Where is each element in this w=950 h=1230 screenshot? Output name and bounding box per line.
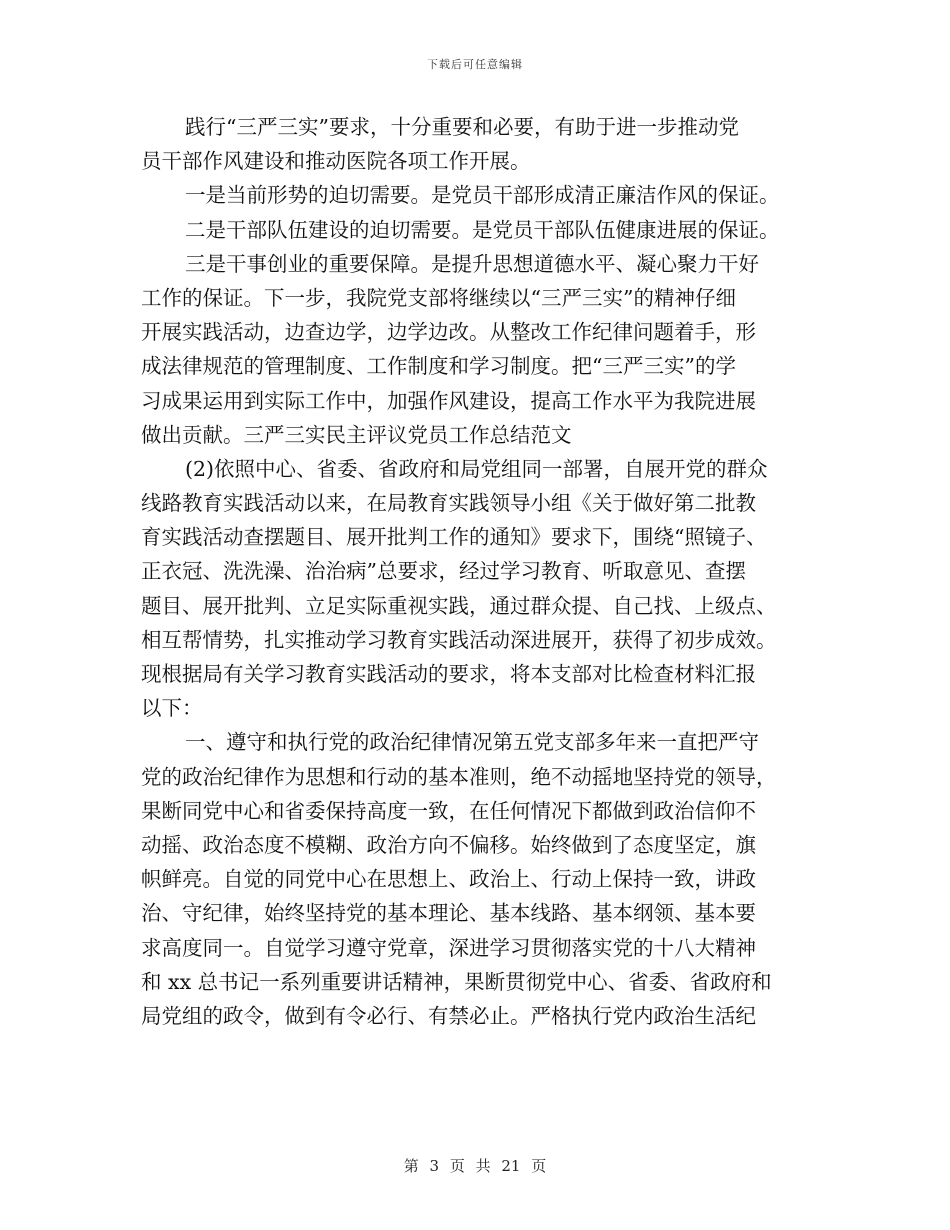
text-line: 和 xx 总书记一系列重要讲话精神，果断贯彻党中心、省委、省政府和 [141,969,772,994]
page-number-footer: 第 3 页 共 21 页 [403,1157,547,1175]
text-line: 治、守纪律，始终坚持党的基本理论、基本线路、基本纲领、基本要 [141,901,756,926]
text-line: 育实践活动查摆题目、展开批判工作的通知》要求下，围绕“照镜子、 [141,525,767,550]
text-line: 三是干事创业的重要保障。是提升思想道德水平、凝心聚力干好 [185,251,759,276]
text-line: 动摇、政治态度不模糊、政治方向不偏移。始终做到了态度坚定，旗 [141,832,756,857]
text-line: 现根据局有关学习教育实践活动的要求，将本支部对比检查材料汇报 [141,662,756,686]
text-line: 党的政治纪律作为思想和行动的基本准则，绝不动摇地坚持党的领导， [141,764,777,789]
text-line: 正衣冠、洗洗澡、治治病”总要求，经过学习教育、听取意见、查摆 [141,559,746,584]
text-line: 工作的保证。下一步，我院党支部将继续以“三严三实”的精神仔细 [141,285,736,310]
text-line: 员干部作风建设和推动医院各项工作开展。 [141,149,531,174]
text-line: 成法律规范的管理制度、工作制度和学习制度。把“三严三实”的学 [141,354,736,379]
text-line: 果断同党中心和省委保持高度一致，在任何情况下都做到政治信仰不 [141,798,756,823]
text-line: 习成果运用到实际工作中，加强作风建设，提高工作水平为我院进展 [141,388,756,413]
text-line: 求高度同一。自觉学习遵守党章，深进学习贯彻落实党的十八大精神 [141,935,756,960]
page-header: 下载后可任意编辑 [427,58,523,71]
text-line: 相互帮情势，扎实推动学习教育实践活动深进展开，获得了初步成效。 [141,627,777,652]
text-line: 开展实践活动，边查边学，边学边改。从整改工作纪律问题着手，形 [141,320,756,345]
text-line: 做出贡献。三严三实民主评议党员工作总结范文 [141,422,572,447]
text-line: 二是干部队伍建设的迫切需要。是党员干部队伍健康进展的保证。 [185,217,780,242]
text-line: 线路教育实践活动以来，在局教育实践领导小组《关于做好第二批教 [141,491,756,516]
document-body [141,110,811,1033]
text-line: 帜鲜亮。自觉的同党中心在思想上、政治上、行动上保持一致，讲政 [141,867,756,892]
text-line: 践行“三严三实”要求，十分重要和必要，有助于进一步推动党 [185,115,739,139]
text-line: 局党组的政令，做到有令必行、有禁必止。严格执行党内政治生活纪 [141,1003,756,1028]
text-line: 一是当前形势的迫切需要。是党员干部形成清正廉洁作风的保证。 [185,183,780,208]
text-line: 题目、展开批判、立足实际重视实践，通过群众提、自己找、上级点、 [141,593,777,618]
text-line: (2)依照中心、省委、省政府和局党组同一部署，自展开党的群众 [185,456,768,481]
text-line: 一、遵守和执行党的政治纪律情况第五党支部多年来一直把严守 [185,730,759,755]
text-line: 以下： [141,696,203,721]
